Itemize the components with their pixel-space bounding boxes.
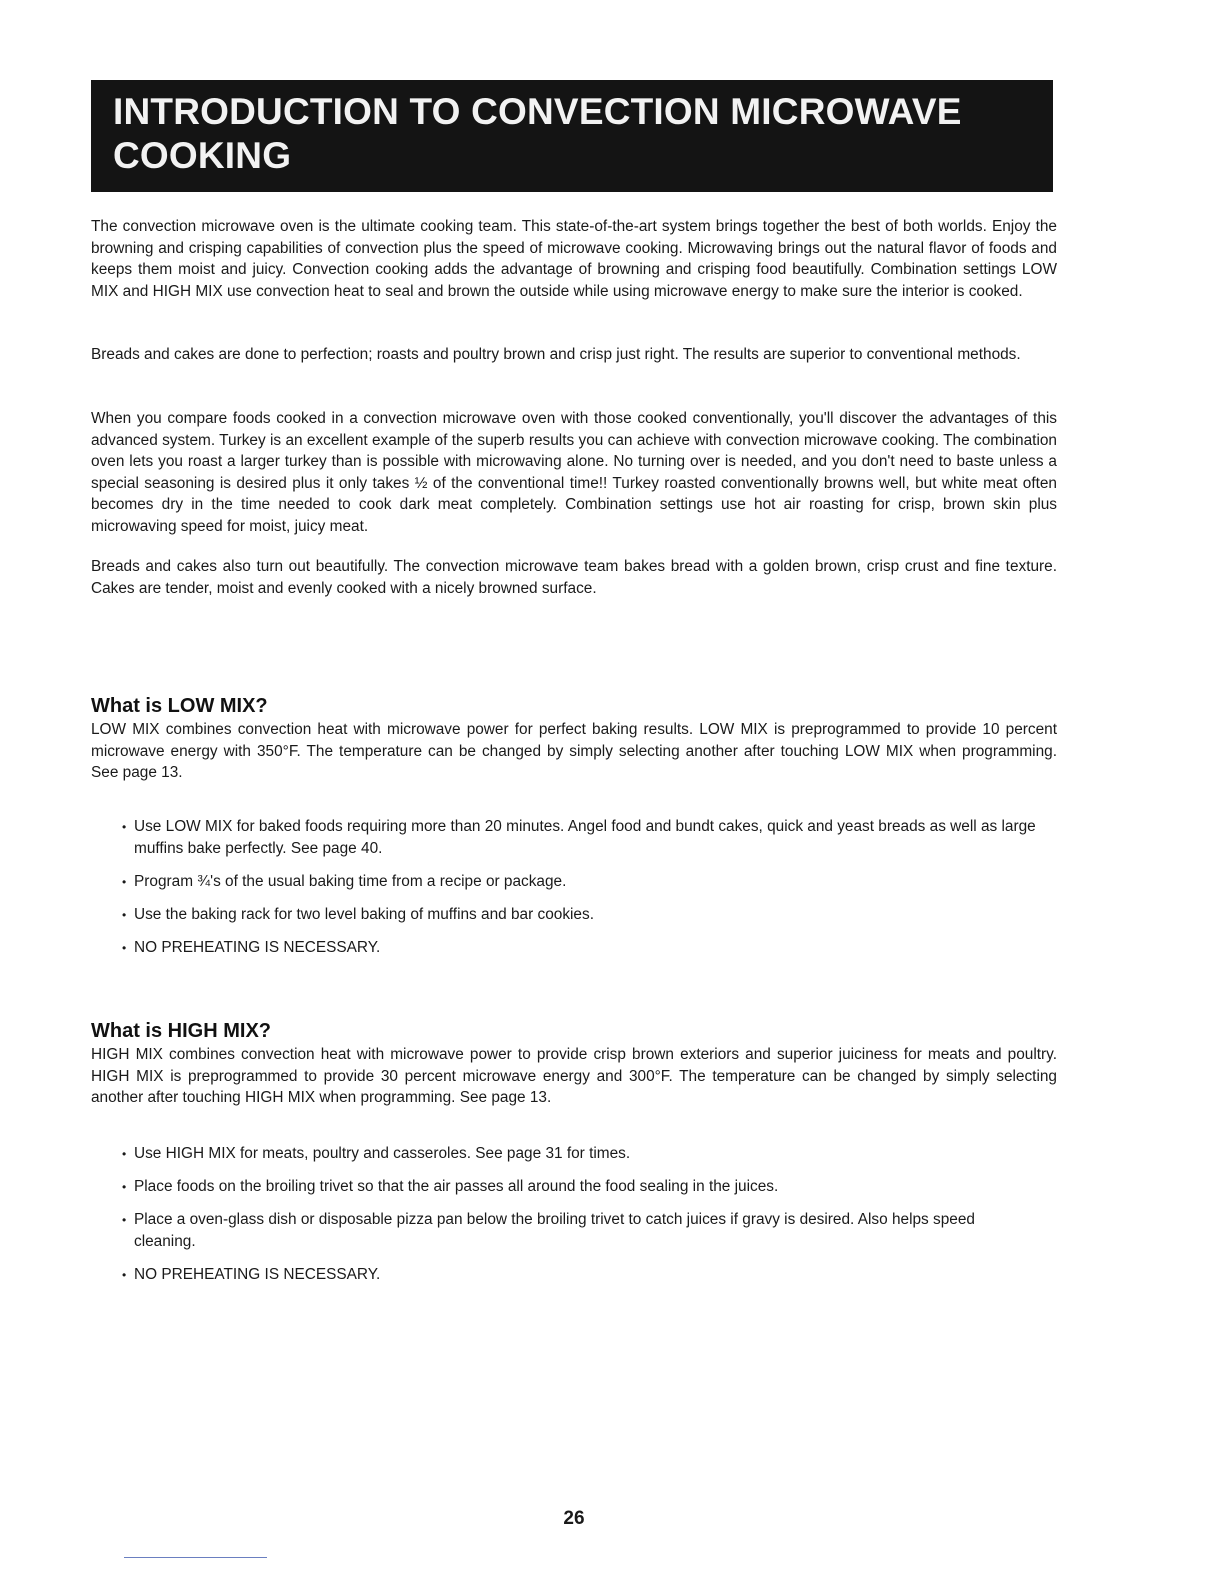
list-item-text: Use HIGH MIX for meats, poultry and casseroles. See page 31 for times. — [134, 1145, 631, 1162]
bullet-glyph: • — [122, 1268, 127, 1282]
low-mix-section — [91, 693, 1057, 784]
list-item — [91, 904, 1057, 926]
bullet-glyph: • — [122, 908, 127, 922]
list-item-text: NO PREHEATING IS NECESSARY. — [134, 1266, 381, 1283]
intro-section-4 — [91, 556, 1057, 599]
page-number: 26 — [563, 1508, 585, 1529]
bullet-glyph: • — [122, 820, 127, 834]
title-banner — [91, 80, 1053, 192]
low-mix-heading: What is LOW MIX? — [91, 695, 268, 717]
high-mix-section — [91, 1018, 1057, 1109]
intro-section-3 — [91, 408, 1057, 538]
intro-section-2 — [91, 344, 1057, 366]
list-item-text: NO PREHEATING IS NECESSARY. — [134, 939, 381, 956]
list-item — [91, 1264, 1057, 1286]
high-mix-bullets-section — [91, 1143, 1057, 1297]
low-mix-bullets-section — [91, 816, 1057, 970]
bullet-glyph: • — [122, 941, 127, 955]
list-item — [91, 1176, 1057, 1198]
list-item — [91, 1143, 1057, 1165]
list-item-text: Program ¾'s of the usual baking time from a recipe or package. — [134, 873, 567, 890]
intro-paragraph-2: Breads and cakes are done to perfection; roasts and poultry brown and crisp just right. The results are superior to conventional methods. — [91, 346, 1021, 363]
list-item — [91, 1209, 1057, 1253]
list-item-text: Place a oven-glass dish or disposable pizza pan below the broiling trivet to catch juices if gravy is desired. Also helps speed cleaning. — [134, 1211, 975, 1250]
bullet-glyph: • — [122, 1213, 127, 1227]
footer-divider — [124, 1557, 267, 1558]
high-mix-heading: What is HIGH MIX? — [91, 1020, 271, 1042]
bullet-glyph: • — [122, 1180, 127, 1194]
low-mix-bullet-list — [91, 816, 1057, 959]
page-title — [113, 90, 1053, 178]
bullet-glyph: • — [122, 1147, 127, 1161]
list-item-text: Place foods on the broiling trivet so that the air passes all around the food sealing in the juices. — [134, 1178, 779, 1195]
intro-paragraph-3: When you compare foods cooked in a convection microwave oven with those cooked conventionally, you'll discover the advantages of this advanced system. Turkey is an excellent example of the superb results you can achieve with convection microwave cooking. The combination oven lets you roast a larger turkey than is possible with microwaving alone. No turning over is needed, and you don't need to baste unless a special seasoning is desired plus it only takes ½ of the conventional time!! Turkey roasted conventionally browns well, but white meat often becomes dry in the time needed to cook dark meat completely. Combination settings use hot air roasting for crisp, brown skin plus microwaving speed for moist, juicy meat. — [91, 410, 1057, 535]
high-mix-bullet-list — [91, 1143, 1057, 1286]
low-mix-description: LOW MIX combines convection heat with microwave power for perfect baking results. LOW MIX is preprogrammed to provide 10 percent microwave energy with 350°F. The temperature can be changed by simply selecting another after touching LOW MIX when programming. See page 13. — [91, 721, 1057, 782]
high-mix-description: HIGH MIX combines convection heat with microwave power to provide crisp brown exteriors and superior juiciness for meats and poultry. HIGH MIX is preprogrammed to provide 30 percent microwave energy and 300°F. The temperature can be changed by simply selecting another after touching HIGH MIX when programming. See page 13. — [91, 1046, 1057, 1107]
page-title-line-2: COOKING — [113, 135, 292, 176]
list-item-text: Use LOW MIX for baked foods requiring more than 20 minutes. Angel food and bundt cakes, quick and yeast breads as well as large muffins bake perfectly. See page 40. — [134, 818, 1036, 857]
list-item — [91, 871, 1057, 893]
intro-section — [91, 216, 1057, 302]
list-item-text: Use the baking rack for two level baking of muffins and bar cookies. — [134, 906, 594, 923]
bullet-glyph: • — [122, 875, 127, 889]
intro-paragraph-4: Breads and cakes also turn out beautifully. The convection microwave team bakes bread with a golden brown, crisp crust and fine texture. Cakes are tender, moist and evenly cooked with a nicely browned surface. — [91, 558, 1057, 597]
intro-paragraph-1: The convection microwave oven is the ultimate cooking team. This state-of-the-art system brings together the best of both worlds. Enjoy the browning and crisping capabilities of convection plus the speed of microwave cooking. Microwaving brings out the natural flavor of foods and keeps them moist and juicy. Convection cooking adds the advantage of browning and crisping food beautifully. Combination settings LOW MIX and HIGH MIX use convection heat to seal and brown the outside while using microwave energy to make sure the interior is cooked. — [91, 218, 1057, 300]
list-item — [91, 937, 1057, 959]
list-item — [91, 816, 1057, 860]
page-title-line-1: INTRODUCTION TO CONVECTION MICROWAVE — [113, 91, 962, 132]
